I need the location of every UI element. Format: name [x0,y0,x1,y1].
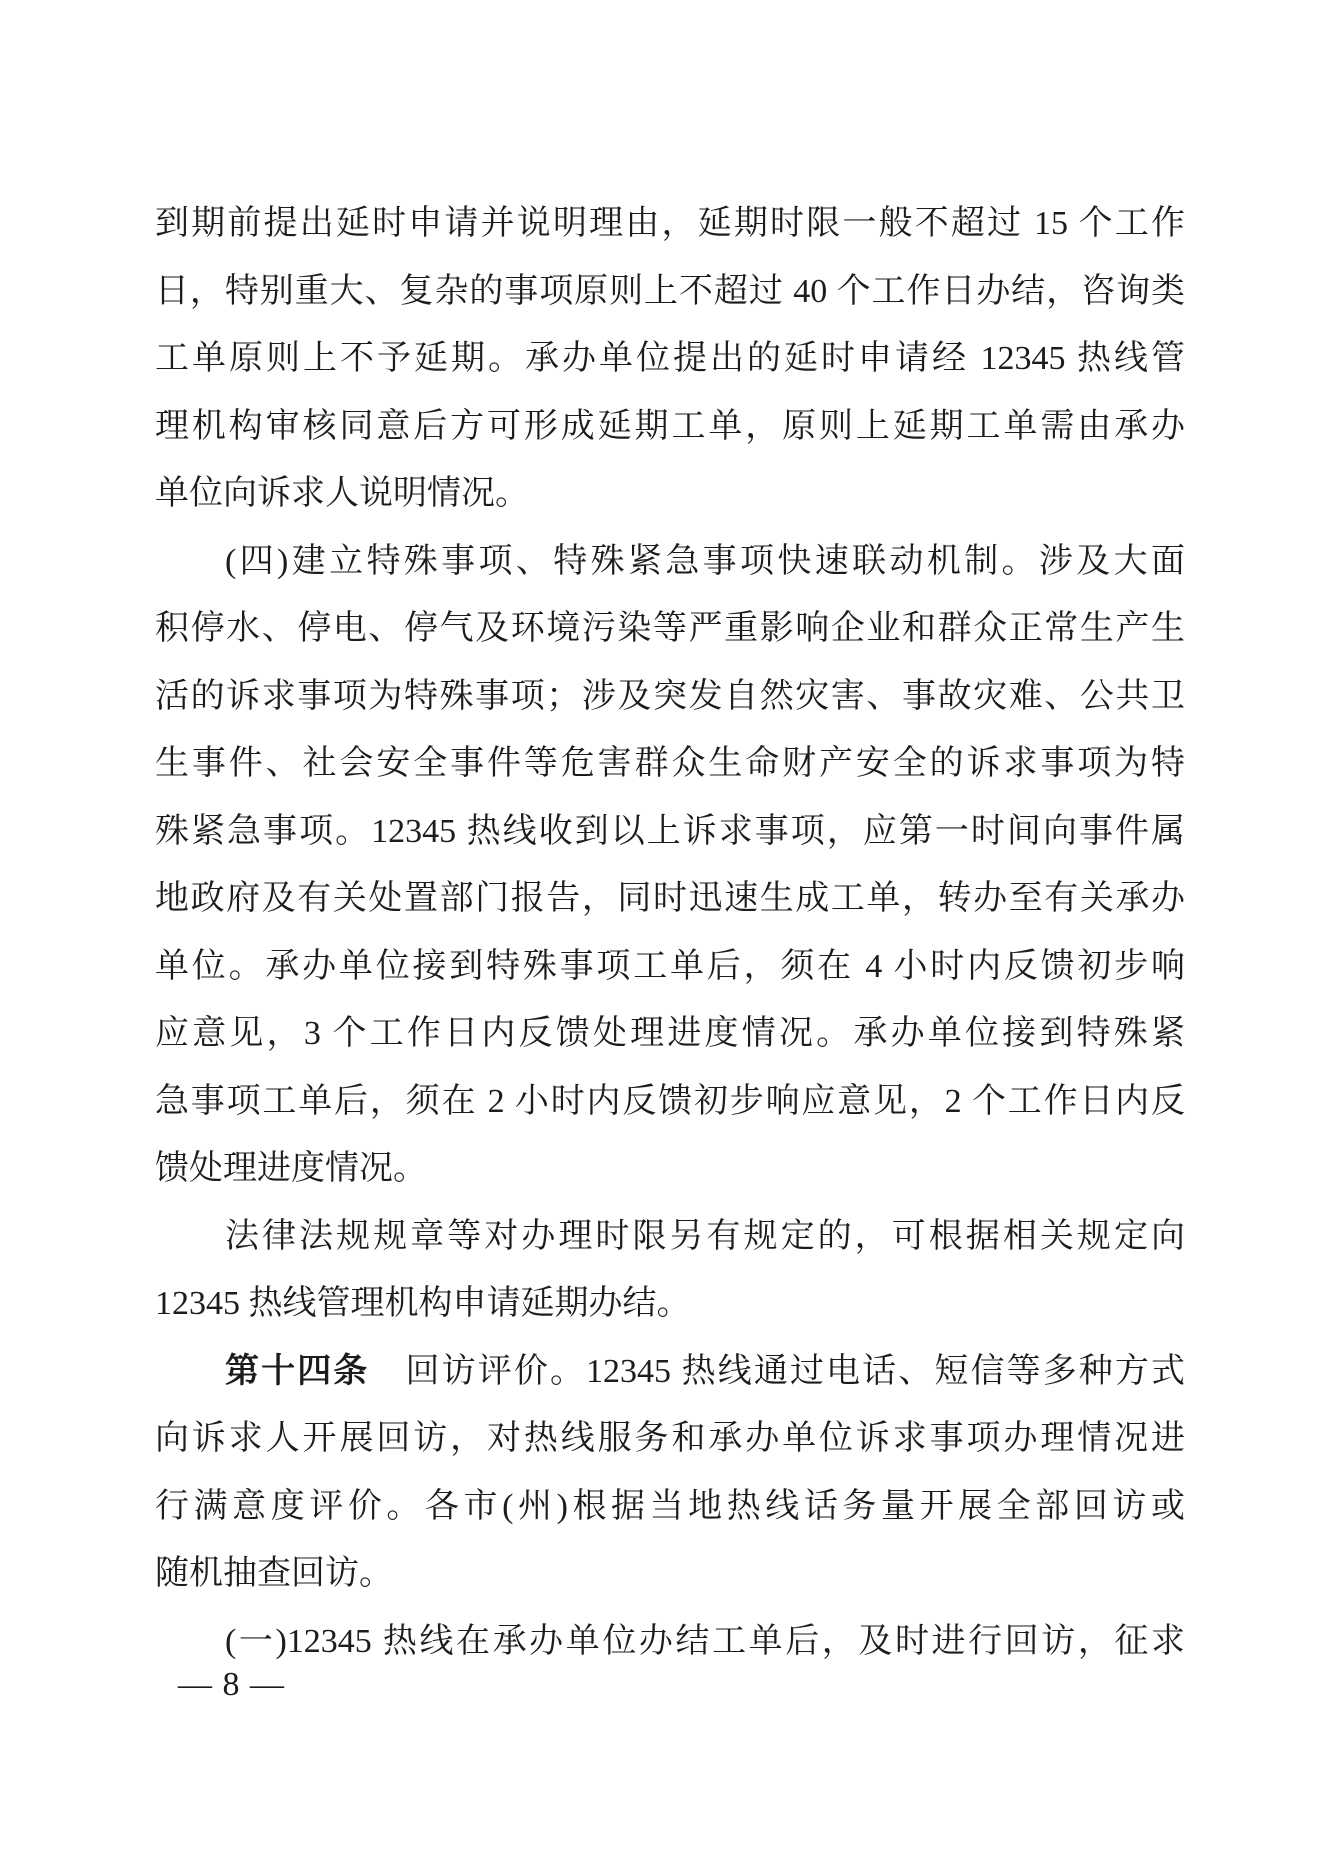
text-line [155,663,1185,731]
text-line [155,1608,1185,1676]
text-segment: 积停水、停电、停气及环境污染等严重影响企业和群众正常生产生 [155,610,1185,647]
text-line [155,1473,1185,1541]
text-line [155,865,1185,933]
text-segment: 到期前提出延时申请并说明理由，延期时限一般不超过 15 个工作 [155,205,1185,242]
text-line [155,1540,1185,1608]
text-segment: 回访评价。12345 热线通过电话、短信等多种方式 [369,1352,1186,1390]
page-footer [178,1660,285,1710]
text-line [155,325,1185,393]
text-segment: 单位向诉求人说明情况。 [155,475,529,512]
text-segment: 馈处理进度情况。 [155,1150,427,1187]
text-segment: 地政府及有关处置部门报告，同时迅速生成工单，转办至有关承办 [155,880,1185,917]
text-segment: 行满意度评价。各市(州)根据当地热线话务量开展全部回访或 [155,1487,1185,1525]
text-line [155,460,1185,528]
text-line [155,1068,1185,1136]
text-line [155,1135,1185,1203]
text-line [155,258,1185,326]
text-line [155,190,1185,258]
text-segment: 生事件、社会安全事件等危害群众生命财产安全的诉求事项为特 [155,745,1185,782]
text-segment: 活的诉求事项为特殊事项；涉及突发自然灾害、事故灾难、公共卫 [155,677,1185,715]
text-segment: 法律法规规章等对办理时限另有规定的，可根据相关规定向 [225,1217,1185,1255]
text-line [155,1203,1185,1271]
page-number: — 8 — [178,1666,285,1703]
text-line [155,1270,1185,1338]
text-segment: 12345 热线管理机构申请延期办结。 [155,1285,691,1322]
text-segment: 日，特别重大、复杂的事项原则上不超过 40 个工作日办结，咨询类 [155,272,1185,310]
text-segment: 单位。承办单位接到特殊事项工单后，须在 4 小时内反馈初步响 [155,947,1185,985]
text-segment: 工单原则上不予延期。承办单位提出的延时申请经 12345 热线管 [155,340,1185,377]
text-line [155,528,1185,596]
text-line [155,393,1185,461]
text-segment: 殊紧急事项。12345 热线收到以上诉求事项，应第一时间向事件属 [155,812,1185,850]
text-line [155,1405,1185,1473]
text-line [155,595,1185,663]
text-line [155,933,1185,1001]
text-segment: 随机抽查回访。 [155,1555,393,1592]
text-line [155,798,1185,866]
text-segment: (四)建立特殊事项、特殊紧急事项快速联动机制。涉及大面 [225,542,1185,580]
article-heading: 第十四条 [225,1351,370,1390]
text-segment: 理机构审核同意后方可形成延期工单，原则上延期工单需由承办 [155,407,1185,445]
text-segment: 向诉求人开展回访，对热线服务和承办单位诉求事项办理情况进 [155,1420,1185,1457]
text-segment: 应意见，3 个工作日内反馈处理进度情况。承办单位接到特殊紧 [155,1015,1185,1052]
text-line [155,1000,1185,1068]
text-segment: 急事项工单后，须在 2 小时内反馈初步响应意见，2 个工作日内反 [155,1082,1185,1120]
text-line [155,730,1185,798]
text-line [155,1338,1185,1406]
document-body [155,190,1185,1675]
text-segment: (一)12345 热线在承办单位办结工单后，及时进行回访，征求 [225,1622,1185,1660]
